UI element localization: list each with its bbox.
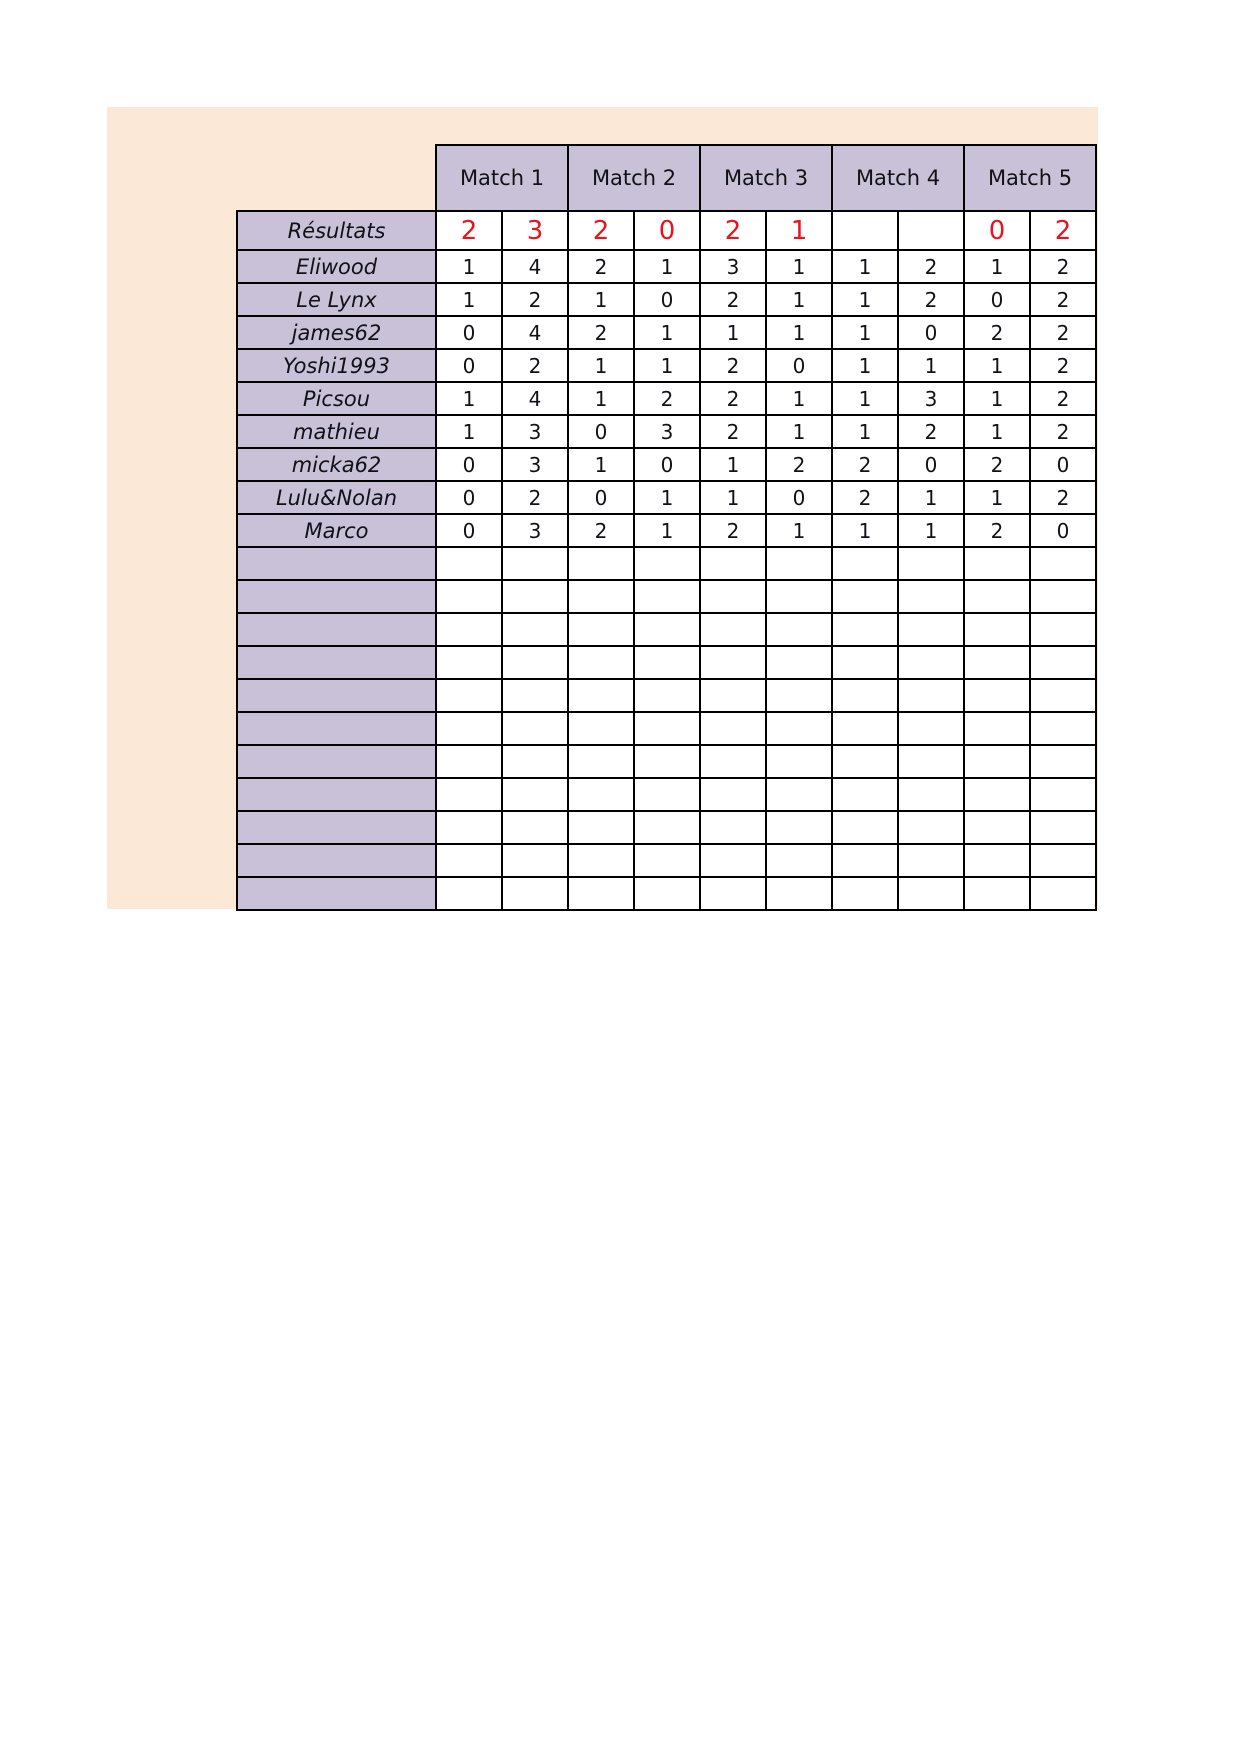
score-cell: 0 xyxy=(964,283,1030,316)
score-cell: 0 xyxy=(436,481,502,514)
row-label: micka62 xyxy=(237,448,436,481)
score-cell xyxy=(766,679,832,712)
score-cell: 0 xyxy=(898,316,964,349)
score-cell xyxy=(832,646,898,679)
score-cell xyxy=(898,877,964,910)
score-cell xyxy=(766,613,832,646)
score-cell: 2 xyxy=(700,514,766,547)
score-cell xyxy=(568,646,634,679)
score-cell: 1 xyxy=(436,382,502,415)
score-cell: 0 xyxy=(1030,448,1096,481)
score-cell xyxy=(568,613,634,646)
player-row xyxy=(237,415,1096,448)
score-cell xyxy=(766,811,832,844)
score-cell: 1 xyxy=(964,415,1030,448)
score-cell: 2 xyxy=(964,316,1030,349)
score-cell xyxy=(1030,547,1096,580)
player-row xyxy=(237,349,1096,382)
score-cell xyxy=(898,646,964,679)
score-cell: 1 xyxy=(436,250,502,283)
score-cell xyxy=(964,613,1030,646)
score-cell: 2 xyxy=(634,382,700,415)
match-header: Match 3 xyxy=(700,145,832,211)
score-cell xyxy=(568,877,634,910)
score-cell: 1 xyxy=(634,316,700,349)
score-cell xyxy=(766,712,832,745)
score-cell xyxy=(898,712,964,745)
score-cell xyxy=(898,844,964,877)
score-cell xyxy=(964,646,1030,679)
score-cell: 2 xyxy=(568,250,634,283)
score-cell: 2 xyxy=(1030,382,1096,415)
score-cell xyxy=(766,547,832,580)
score-cell: 2 xyxy=(436,211,502,250)
score-cell: 1 xyxy=(832,415,898,448)
score-cell: 0 xyxy=(568,415,634,448)
score-cell: 1 xyxy=(634,481,700,514)
score-cell xyxy=(568,580,634,613)
player-row xyxy=(237,250,1096,283)
row-label: mathieu xyxy=(237,415,436,448)
score-cell: 1 xyxy=(832,514,898,547)
score-cell xyxy=(964,679,1030,712)
score-cell xyxy=(634,646,700,679)
empty-row xyxy=(237,778,1096,811)
score-cell xyxy=(1030,745,1096,778)
score-cell: 2 xyxy=(700,283,766,316)
score-cell xyxy=(436,877,502,910)
score-cell xyxy=(634,613,700,646)
score-cell xyxy=(502,844,568,877)
score-cell xyxy=(832,811,898,844)
score-cell: 2 xyxy=(898,283,964,316)
score-cell: 3 xyxy=(502,211,568,250)
score-cell: 1 xyxy=(568,283,634,316)
score-cell: 1 xyxy=(568,349,634,382)
score-cell xyxy=(502,547,568,580)
score-cell: 2 xyxy=(700,349,766,382)
score-cell: 2 xyxy=(898,415,964,448)
score-cell: 1 xyxy=(898,514,964,547)
score-cell xyxy=(832,778,898,811)
score-cell xyxy=(436,712,502,745)
score-cell: 1 xyxy=(832,349,898,382)
score-cell: 2 xyxy=(502,349,568,382)
score-cell: 1 xyxy=(832,283,898,316)
print-area-background xyxy=(107,107,1098,909)
score-cell: 2 xyxy=(832,481,898,514)
score-cell: 0 xyxy=(964,211,1030,250)
score-cell: 0 xyxy=(436,349,502,382)
score-cell: 1 xyxy=(964,481,1030,514)
score-cell xyxy=(634,877,700,910)
score-cell: 1 xyxy=(634,250,700,283)
score-cell xyxy=(502,580,568,613)
score-cell: 2 xyxy=(964,514,1030,547)
score-cell xyxy=(1030,778,1096,811)
empty-row xyxy=(237,844,1096,877)
player-row xyxy=(237,514,1096,547)
score-cell: 2 xyxy=(1030,481,1096,514)
score-cell xyxy=(832,712,898,745)
score-cell xyxy=(898,580,964,613)
score-cell xyxy=(766,646,832,679)
score-cell: 0 xyxy=(766,481,832,514)
score-cell: 1 xyxy=(766,415,832,448)
row-label xyxy=(237,745,436,778)
results-table xyxy=(236,144,1097,911)
score-cell: 0 xyxy=(634,283,700,316)
score-cell: 2 xyxy=(832,448,898,481)
score-cell: 1 xyxy=(436,415,502,448)
score-cell: 4 xyxy=(502,250,568,283)
score-cell: 0 xyxy=(568,481,634,514)
score-cell: 1 xyxy=(964,382,1030,415)
score-cell xyxy=(700,745,766,778)
score-cell xyxy=(832,613,898,646)
match-header: Match 5 xyxy=(964,145,1096,211)
score-cell: 1 xyxy=(700,481,766,514)
score-cell xyxy=(502,811,568,844)
score-cell xyxy=(436,679,502,712)
match-header-row xyxy=(237,145,1096,211)
score-cell xyxy=(634,712,700,745)
score-cell xyxy=(502,877,568,910)
score-cell xyxy=(964,778,1030,811)
score-cell: 1 xyxy=(964,250,1030,283)
empty-row xyxy=(237,877,1096,910)
score-cell: 0 xyxy=(766,349,832,382)
score-cell: 2 xyxy=(502,283,568,316)
score-cell xyxy=(502,679,568,712)
score-cell: 2 xyxy=(1030,349,1096,382)
score-cell: 4 xyxy=(502,382,568,415)
player-row xyxy=(237,316,1096,349)
score-cell: 0 xyxy=(436,514,502,547)
score-cell xyxy=(634,580,700,613)
score-cell: 2 xyxy=(568,514,634,547)
player-row xyxy=(237,448,1096,481)
score-cell: 2 xyxy=(700,382,766,415)
score-cell: 0 xyxy=(436,316,502,349)
score-cell xyxy=(1030,580,1096,613)
score-cell xyxy=(832,580,898,613)
results-row xyxy=(237,211,1096,250)
header-corner-spacer xyxy=(237,145,436,211)
score-cell xyxy=(964,712,1030,745)
score-cell xyxy=(964,580,1030,613)
score-cell xyxy=(1030,613,1096,646)
score-cell xyxy=(436,745,502,778)
row-label xyxy=(237,547,436,580)
score-cell xyxy=(568,778,634,811)
score-cell xyxy=(898,679,964,712)
score-cell xyxy=(436,580,502,613)
score-cell: 1 xyxy=(766,382,832,415)
row-label xyxy=(237,613,436,646)
empty-row xyxy=(237,811,1096,844)
score-cell: 2 xyxy=(502,481,568,514)
score-cell xyxy=(568,679,634,712)
score-cell: 2 xyxy=(1030,283,1096,316)
score-cell xyxy=(502,613,568,646)
score-cell: 2 xyxy=(964,448,1030,481)
score-cell xyxy=(1030,844,1096,877)
score-cell xyxy=(436,811,502,844)
score-cell: 0 xyxy=(634,211,700,250)
match-header: Match 1 xyxy=(436,145,568,211)
score-cell: 1 xyxy=(634,514,700,547)
score-cell xyxy=(898,811,964,844)
score-cell: 1 xyxy=(766,514,832,547)
row-label xyxy=(237,580,436,613)
score-cell xyxy=(832,679,898,712)
score-cell xyxy=(898,211,964,250)
score-cell: 2 xyxy=(1030,415,1096,448)
score-cell xyxy=(634,844,700,877)
score-cell xyxy=(700,580,766,613)
row-label xyxy=(237,712,436,745)
row-label: Yoshi1993 xyxy=(237,349,436,382)
score-cell: 1 xyxy=(766,316,832,349)
score-cell xyxy=(832,745,898,778)
score-cell: 1 xyxy=(766,211,832,250)
score-cell: 3 xyxy=(700,250,766,283)
score-cell: 0 xyxy=(898,448,964,481)
score-cell: 0 xyxy=(634,448,700,481)
score-cell xyxy=(568,712,634,745)
score-cell: 2 xyxy=(1030,316,1096,349)
score-cell xyxy=(502,712,568,745)
score-cell xyxy=(436,646,502,679)
score-cell xyxy=(436,844,502,877)
score-cell: 2 xyxy=(568,211,634,250)
match-header: Match 4 xyxy=(832,145,964,211)
score-cell: 1 xyxy=(568,448,634,481)
row-label xyxy=(237,877,436,910)
row-label: Picsou xyxy=(237,382,436,415)
score-cell xyxy=(634,778,700,811)
score-cell xyxy=(700,844,766,877)
score-cell: 1 xyxy=(700,448,766,481)
score-cell xyxy=(568,844,634,877)
score-cell: 4 xyxy=(502,316,568,349)
score-cell: 1 xyxy=(766,283,832,316)
score-cell: 1 xyxy=(832,316,898,349)
score-cell xyxy=(964,877,1030,910)
row-label: Marco xyxy=(237,514,436,547)
score-cell xyxy=(436,778,502,811)
score-cell: 2 xyxy=(568,316,634,349)
score-cell xyxy=(502,646,568,679)
empty-row xyxy=(237,646,1096,679)
score-cell xyxy=(766,844,832,877)
player-row xyxy=(237,283,1096,316)
score-cell xyxy=(898,778,964,811)
row-label: james62 xyxy=(237,316,436,349)
score-cell xyxy=(700,679,766,712)
row-label: Le Lynx xyxy=(237,283,436,316)
score-cell xyxy=(832,844,898,877)
score-cell: 1 xyxy=(634,349,700,382)
score-cell xyxy=(700,547,766,580)
score-cell: 2 xyxy=(700,211,766,250)
row-label xyxy=(237,778,436,811)
score-cell xyxy=(700,811,766,844)
score-cell: 1 xyxy=(766,250,832,283)
score-cell: 0 xyxy=(1030,514,1096,547)
row-label: Eliwood xyxy=(237,250,436,283)
score-cell: 1 xyxy=(568,382,634,415)
score-cell xyxy=(1030,646,1096,679)
empty-row xyxy=(237,613,1096,646)
score-cell xyxy=(832,877,898,910)
score-cell xyxy=(964,811,1030,844)
score-cell xyxy=(832,547,898,580)
score-cell xyxy=(1030,811,1096,844)
score-cell xyxy=(700,712,766,745)
score-cell xyxy=(502,745,568,778)
score-cell xyxy=(700,778,766,811)
score-cell: 3 xyxy=(502,415,568,448)
score-cell xyxy=(766,778,832,811)
row-label xyxy=(237,844,436,877)
player-row xyxy=(237,382,1096,415)
score-cell: 2 xyxy=(1030,250,1096,283)
player-row xyxy=(237,481,1096,514)
score-cell xyxy=(568,811,634,844)
score-cell: 1 xyxy=(898,349,964,382)
score-cell: 3 xyxy=(898,382,964,415)
score-cell: 1 xyxy=(700,316,766,349)
score-cell: 3 xyxy=(634,415,700,448)
score-cell: 2 xyxy=(700,415,766,448)
score-cell: 2 xyxy=(898,250,964,283)
score-cell: 1 xyxy=(832,382,898,415)
score-cell: 0 xyxy=(436,448,502,481)
row-label xyxy=(237,811,436,844)
empty-row xyxy=(237,547,1096,580)
score-cell xyxy=(766,745,832,778)
score-cell xyxy=(898,613,964,646)
row-label xyxy=(237,679,436,712)
score-cell xyxy=(700,646,766,679)
match-header: Match 2 xyxy=(568,145,700,211)
score-cell xyxy=(832,211,898,250)
empty-row xyxy=(237,745,1096,778)
score-cell xyxy=(964,844,1030,877)
score-cell xyxy=(436,613,502,646)
score-cell xyxy=(634,679,700,712)
score-cell xyxy=(700,877,766,910)
score-cell xyxy=(700,613,766,646)
row-label xyxy=(237,646,436,679)
score-cell: 2 xyxy=(1030,211,1096,250)
score-cell: 1 xyxy=(436,283,502,316)
score-cell: 1 xyxy=(964,349,1030,382)
score-cell: 3 xyxy=(502,448,568,481)
score-cell xyxy=(568,547,634,580)
score-cell: 2 xyxy=(766,448,832,481)
score-cell xyxy=(1030,877,1096,910)
score-cell xyxy=(634,745,700,778)
score-cell xyxy=(964,745,1030,778)
score-cell: 1 xyxy=(898,481,964,514)
row-label: Lulu&Nolan xyxy=(237,481,436,514)
empty-row xyxy=(237,580,1096,613)
empty-row xyxy=(237,679,1096,712)
score-cell xyxy=(964,547,1030,580)
row-label: Résultats xyxy=(237,211,436,250)
score-cell xyxy=(634,811,700,844)
score-cell xyxy=(436,547,502,580)
score-cell xyxy=(766,580,832,613)
score-cell xyxy=(766,877,832,910)
score-cell: 3 xyxy=(502,514,568,547)
score-cell xyxy=(568,745,634,778)
empty-row xyxy=(237,712,1096,745)
score-cell xyxy=(1030,712,1096,745)
score-cell xyxy=(898,547,964,580)
score-cell: 1 xyxy=(832,250,898,283)
score-cell xyxy=(898,745,964,778)
score-cell xyxy=(634,547,700,580)
score-cell xyxy=(502,778,568,811)
score-cell xyxy=(1030,679,1096,712)
